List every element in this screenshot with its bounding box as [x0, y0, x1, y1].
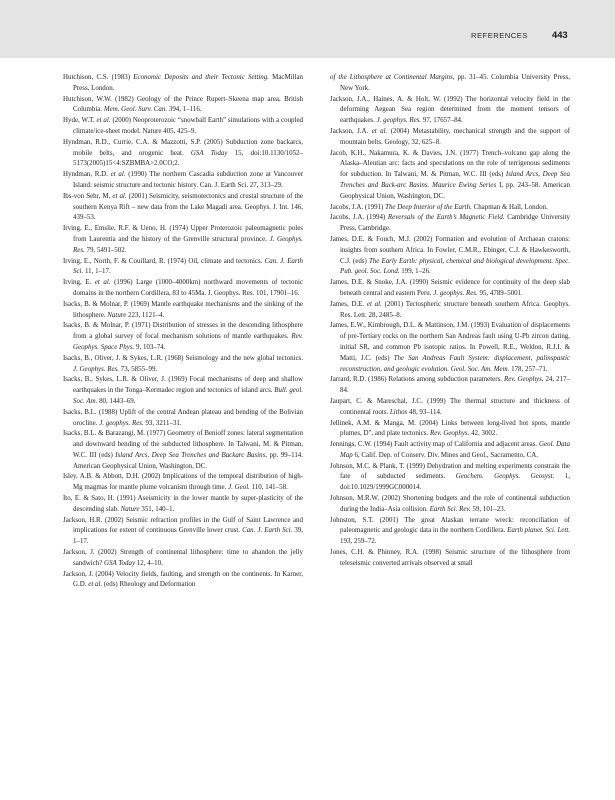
reference-entry: James, D.E. & Snoke, J.A. (1990) Seismic evidence for continuity of the deep slab beneath central and eastern Peru. J. geophys. Res. 95, 4789–5001.: [330, 278, 570, 297]
reference-entry: Isacks, B., Sykes, L.R. & Oliver, J. (1969) Focal mechanisms of deep and shallow earthquakes in the Tonga–Kermadec region and tectonics of island arcs. Bull. geol. Soc. Am. 80, 1443–69.: [63, 375, 303, 405]
reference-entry: Isacks, B.L. (1988) Uplift of the central Andean plateau and bending of the Bolivian orocline. J. geophys. Res. 93, 3211–31.: [63, 407, 303, 427]
running-head: REFERENCES: [471, 31, 528, 40]
reference-entry: Jackson, J. (2002) Strength of continental lithosphere: time to abandon the jelly sandwich? GSA Today 12, 4–10.: [63, 548, 303, 567]
reference-entry: Jackson, J.A., Haines, A. & Holt, W. (1992) The horizontal velocity field in the deforming Aegean Sea region determined from the moment tensors of earthquakes. J. geophys. Res. 97, 17657–84.: [330, 94, 570, 125]
reference-entry: Jennings, C.W. (1994) Fault activity map of California and adjacent areas. Geol. Data Map 6, Calif. Dep. of Conserv. Div. Mines and Geol., Sacramento, CA.: [330, 440, 570, 459]
reference-entry: Isacks, B. & Molnar, P. (1971) Distribution of stresses in the descending lithosphere from a global survey of focal mechanism solutions of mantle earthquakes. Rev. Geophys. Space Phys. 9, 103–74.: [63, 321, 303, 351]
reference-column-right: [330, 72, 570, 569]
reference-entry: Irving, E. et al. (1996) Large (1000–4000km) northward movements of tectonic domains in the northern Cordillera, 83 to 45Ma. J. Geophys. Res. 101, 17901–16.: [63, 278, 304, 297]
reference-entry: Jacobs, J.A. (1991) The Deep Interior of the Earth. Chapman & Hall, London.: [330, 202, 548, 211]
reference-entry: Irving, E., Emslie, R.F. & Ueno, H. (1974) Upper Proterozoic paleomagnetic poles from Laurentia and the history of the Grenville structural province. J. Geophys. Res. 79, 5491–502.: [63, 224, 304, 254]
reference-column-left: [63, 72, 303, 590]
reference-entry: Jackson, H.R. (2002) Seismic refraction profiles in the Gulf of Saint Lawrence and implications for extent of continuous Grenville lower crust. Can. J. Earth Sci. 39, 1–17.: [63, 515, 304, 546]
reference-entry: Jacob, K.H., Nakamura, K. & Davies, J.N. (1977) Trench–volcano gap along the Alaska–Aleutian arc: facts and speculations on the role of terrigenous sediments for subduction. In Talwani, M. & Pitman, W.C. III (eds) Island Arcs, Deep Sea Trenches and Back-arc Basins. Maurice Ewing Series I, pp. 243–58. American Geophysical Union, Washington, DC.: [330, 148, 570, 200]
reference-entry: Hutchison, C.S. (1983) Economic Deposits and their Tectonic Setting. MacMillan Press, London.: [63, 73, 303, 92]
reference-entry: Jackson, J.A. et al. (2004) Metastability, mechanical strength and the support of mountain belts. Geology, 32, 625–8.: [330, 126, 571, 146]
reference-entry: Hyndman, R.D., Currie, C.A. & Mazzotti, S.P. (2005) Subduction zone backarcs, mobile belts, and orogenic heat. GSA Today 15, doi:10.1130/1052–5173(2005)15<4:SZBMBA>2.0CO;2.: [63, 137, 303, 168]
reference-entry: Johnson, M.C. & Plank, T. (1999) Dehydration and melting experiments constrain the fate of subducted sediments. Geochem. Geophys. Geosyst. 1, doi:10.1029/1999GC000014.: [330, 461, 571, 492]
header-band: [0, 0, 615, 58]
reference-entry: Hutchison, W.W. (1982) Geology of the Prince Rupert–Skeena map area, British Columbia. Mem. Geol. Surv. Can. 394, 1–116.: [63, 94, 303, 114]
reference-entry: Jones, C.H. & Phinney, R.A. (1998) Seismic structure of the lithosphere from teleseismic converted arrivals observed at small: [330, 548, 570, 567]
reference-entry: Isacks, B. & Molnar, P. (1969) Mantle earthquake mechanisms and the sinking of the lithosphere. Nature 223, 1121–4.: [63, 299, 303, 319]
reference-entry: Ito, E. & Sato, H. (1991) Aseismicity in the lower mantle by super-plasticity of the descending slab. Nature 351, 140–1.: [63, 494, 303, 513]
reference-entry: Jackson, J. (2004) Velocity fields, faulting, and strength on the continents. In Karner, G.D. et al. (eds) Rheology and Deformation: [63, 569, 303, 589]
reference-entry: Isley, A.B. & Abbott, D.H. (2002) Implications of the temporal distribution of high-Mg magmas for mantle plume volcanism through time. J. Geol. 110, 141–58.: [63, 472, 303, 492]
reference-entry: Isacks, B., Oliver, J. & Sykes, L.R. (1968) Seismology and the new global tectonics. J. Geophys. Res. 73, 5855–99.: [63, 353, 303, 373]
reference-entry: Hyde, W.T. et al. (2000) Neoproterozoic “snowball Earth” simulations with a coupled climate/ice-sheet model. Nature 405, 425–9.: [63, 116, 303, 135]
reference-entry: Jacobs, J.A. (1994) Reversals of the Earth’s Magnetic Field. Cambridge University Press, Cambridge.: [330, 213, 571, 233]
reference-entry: of the Lithosphere at Continental Margins, pp. 31–45. Columbia University Press, New York.: [330, 73, 570, 92]
reference-entry: Jarrard, R.D. (1986) Relations among subduction parameters. Rev. Geophys. 24, 217–84.: [330, 375, 570, 395]
reference-entry: James, D.E. & Fouch, M.J. (2002) Formation and evolution of Archaean cratons: insights from southern Africa. In Fowler, C.M.R., Ebinger, C.J. & Hawkesworth, C.J. (eds) The Early Earth: physical, chemical and biological development. Spec. Pub. geol. Soc. Lond. 199, 1–26.: [330, 234, 570, 276]
reference-entry: Hyndman, R.D. et al. (1990) The northern Cascadia subduction zone at Vancouver Island: seismic structure and tectonic history. Can. J. Earth Sci. 27, 313–29.: [63, 170, 303, 189]
reference-entry: Irving, E., North, F. & Couillard, R. (1974) Oil, climate and tectonics. Can. J. Earth Sci. 11, 1–17.: [63, 256, 304, 276]
reference-entry: Isacks, B.L. & Barazangi, M. (1977) Geometry of Benioff zones: lateral segmentation and downward bending of the subducted lithosphere. In Talwani, M. & Pitman, W.C. III (eds) Island Arcs, Deep Sea Trenches and Backarc Basins, pp. 99–114. American Geophysical Union, Washington, DC.: [63, 429, 303, 470]
reference-entry: James, E.W., Kimbrough, D.L. & Mattinson, J.M. (1993) Evaluation of displacements of pre-Tertiary rocks on the northern San Andreas fault using U-Pb zircon dating, initial SR, and common Pb isotopic ratios. In Powell, R.E., Weldon, R.J.I. & Matti, J.C. (eds) The San Andreas Fault System: displacement, palinspastic reconstruction, and geologic evolution. Geol. Soc. Am. Mem. 178, 257–71.: [330, 321, 570, 373]
reference-entry: Johnston, S.T. (2001) The great Alaskan terrane wreck: reconciliation of paleomagnetic and geologic data in the northern Cordillera. Earth planet. Sci. Lett. 193, 259–72.: [330, 515, 570, 546]
reference-entry: James, D.E. et al. (2001) Tectospheric structure beneath southern Africa. Geophys. Res. Lett. 28, 2485–8.: [330, 299, 570, 319]
reference-entry: Johnson, M.R.W. (2002) Shortening budgets and the role of continental subduction during the India–Asia collision. Earth Sci. Rev. 59, 101–23.: [330, 494, 570, 513]
reference-entry: Jaupart, C. & Mareschal, J.C. (1999) The thermal structure and thickness of continental roots. Lithos 48, 93–114.: [330, 396, 570, 416]
reference-entry: Jellinek, A.M. & Manga, M. (2004) Links between long-lived hot spots, mantle plumes, D″, and plate tectonics. Rev. Geophys. 42, 3002.: [330, 418, 570, 438]
page-number: 443: [552, 29, 568, 40]
reference-entry: Ibs-von Sehr, M. et al. (2001) Seismicity, seismotectonics and crustal structure of the southern Kenya Rift – new data from the Lake Magadi area. Geophys. J. Int. 146, 439–53.: [63, 191, 303, 222]
